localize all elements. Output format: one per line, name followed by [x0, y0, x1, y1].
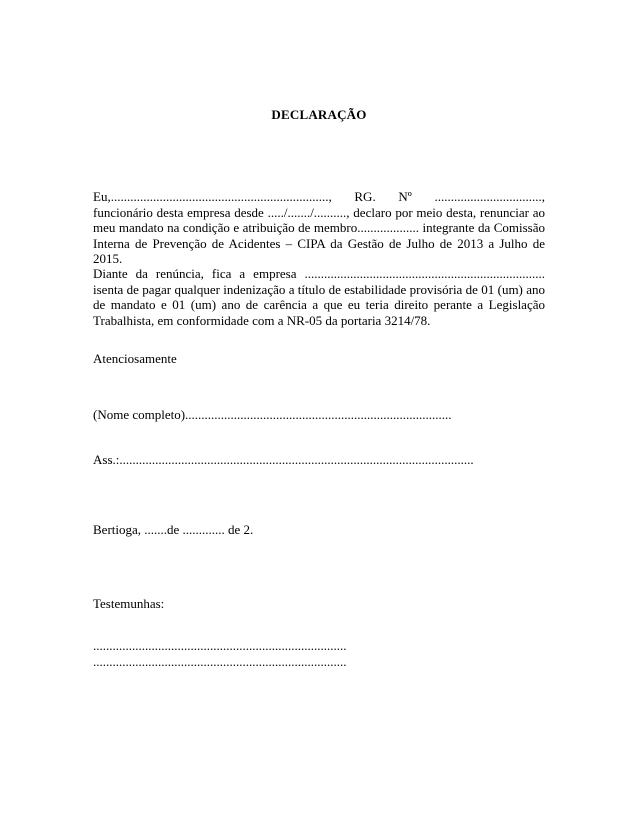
full-name-line: (Nome completo).................................................................................. [93, 407, 452, 422]
witnesses-label: Testemunhas: [93, 596, 165, 611]
document-title: DECLARAÇÃO [271, 107, 367, 122]
declaration-paragraph: Eu,..................................................................., RG. Nº ................................., funcionário desta empresa desde ...../......./.........., declaro por meio desta, renunciar ao meu mandato na condição e atribuição de membro................... integrante da Comissão Interna de Prevenção de Acidentes – CIPA da Gestão de Julho de 2013 a Julho de 2015. [93, 189, 545, 266]
exemption-paragraph: Diante da renúncia, fica a empresa .......................................................................... isenta de pagar qualquer indenização a título de estabilidade provisória de 01 (um) ano de mandato e 01 (um) ano de carência a que eu teria direito perante a Legislação Trabalhista, em conformidade com a NR-05 da portaria 3214/78. [93, 266, 545, 328]
witness-line: .............................................................................. [93, 654, 347, 669]
date-line: Bertioga, .......de ............. de 2. [93, 522, 254, 537]
witness-line: .............................................................................. [93, 638, 347, 653]
signature-line: Ass.:............................................................................................................. [93, 452, 474, 467]
closing-text: Atenciosamente [93, 351, 177, 366]
